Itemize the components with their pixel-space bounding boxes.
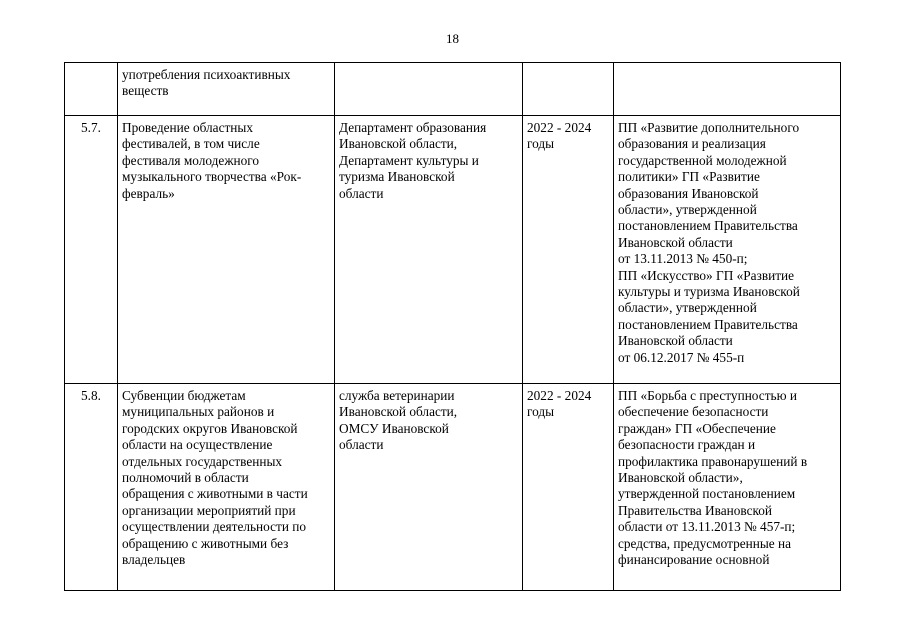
- cell-executor: [335, 116, 523, 384]
- table-row-5-7: [65, 116, 841, 384]
- cell-event: [118, 384, 335, 591]
- cell-source-text: ПП «Борьба с преступностью и обеспечение безопасности граждан» ГП «Обеспечение безопасности граждан и профилактика правонарушений в Ивановской области», утвержденной постановлением Правительства Ивановской области от 13.11.2013 № 457-п; средства, предусмотренные на финансирование основной: [618, 388, 808, 568]
- cell-num-text: 5.7.: [81, 120, 101, 135]
- cell-num: [65, 384, 118, 591]
- cell-event-text: Проведение областных фестивалей, в том числе фестиваля молодежного музыкального творчества «Рок- февраль»: [122, 120, 302, 201]
- cell-source: [614, 63, 841, 116]
- cell-period-text: 2022 - 2024 годы: [527, 388, 592, 420]
- cell-source-text: ПП «Развитие дополнительного образования и реализация государственной молодежной политики» ГП «Развитие образования Ивановской области», утвержденной постановлением Правительства Ивановской области от 13.11.2013 № 450-п; ПП «Искусство» ГП «Развитие культуры и туризма Ивановской области», утвержденной постановлением Правительства Ивановской области от 06.12.2017 № 455-п: [618, 120, 800, 365]
- cell-period-text: 2022 - 2024 годы: [527, 120, 592, 152]
- cell-executor-text: Департамент образования Ивановской области, Департамент культуры и туризма Ивановской области: [339, 120, 487, 201]
- measures-table: [64, 62, 841, 591]
- table-row-continuation: [65, 63, 841, 116]
- cell-num: [65, 63, 118, 116]
- cell-executor-text: служба ветеринарии Ивановской области, ОМСУ Ивановской области: [339, 388, 458, 453]
- table-row-5-8: [65, 384, 841, 591]
- cell-num-text: 5.8.: [81, 388, 101, 403]
- cell-source: [614, 116, 841, 384]
- cell-period: [523, 384, 614, 591]
- cell-executor: [335, 63, 523, 116]
- cell-source: [614, 384, 841, 591]
- cell-executor: [335, 384, 523, 591]
- cell-num: [65, 116, 118, 384]
- cell-event-text: Субвенции бюджетам муниципальных районов и городских округов Ивановской области на осуществление отдельных государственных полномочий в области обращения с животными в части организации мероприятий при осуществлении деятельности по обращению с животными без владельцев: [122, 388, 308, 568]
- cell-period: [523, 116, 614, 384]
- cell-event: [118, 63, 335, 116]
- cell-event-text: употребления психоактивных веществ: [122, 67, 291, 99]
- page-number: 18: [446, 31, 459, 46]
- cell-event: [118, 116, 335, 384]
- cell-period: [523, 63, 614, 116]
